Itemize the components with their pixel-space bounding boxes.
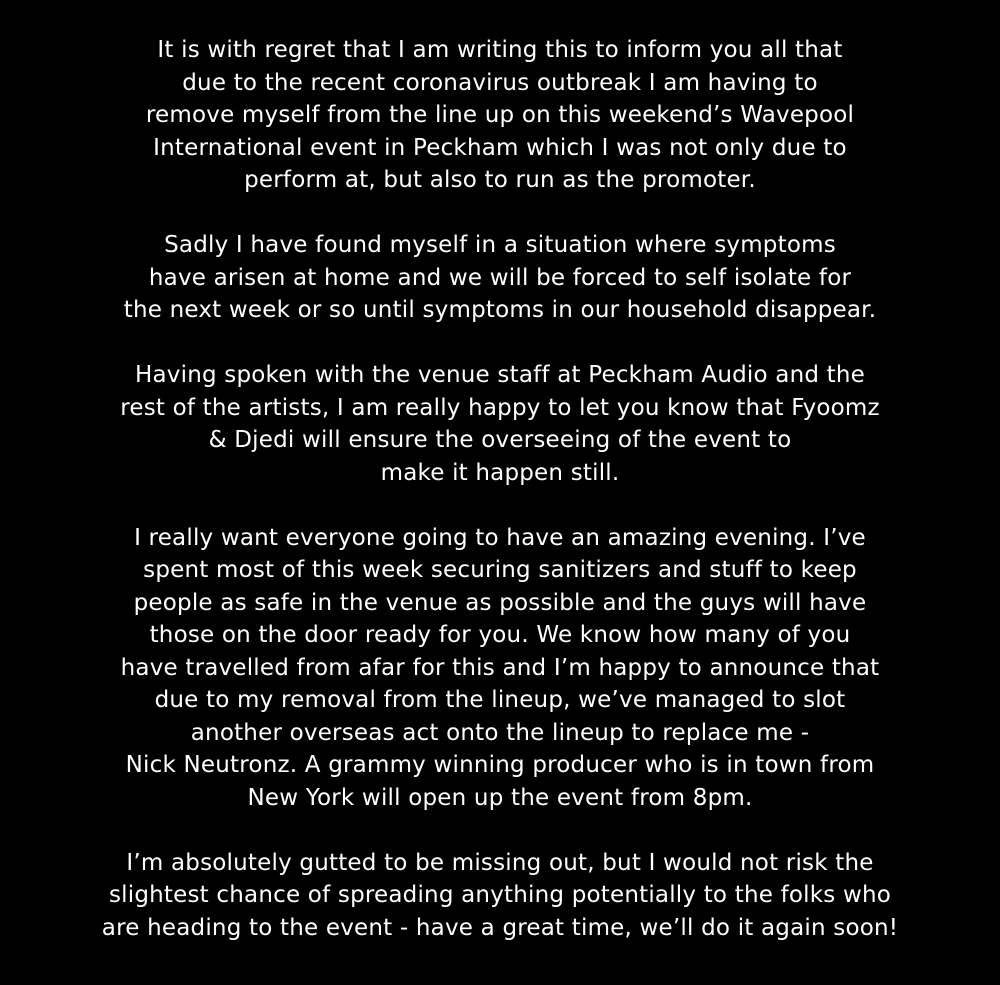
paragraph-cancellation: [0, 34, 1000, 197]
text-line: perform at, but also to run as the promoter.: [244, 167, 756, 193]
text-line: those on the door ready for you. We know how many of you: [149, 622, 851, 648]
text-line: I’m absolutely gutted to be missing out, but I would not risk the: [126, 849, 874, 876]
text-line: International event in Peckham which I was not only due to: [153, 134, 847, 161]
text-line: slightest chance of spreading anything potentially to the folks who: [108, 882, 892, 908]
text-line: spent most of this week securing sanitizers and stuff to keep: [143, 557, 857, 583]
text-line: & Djedi will ensure the overseeing of the event to: [208, 427, 792, 453]
text-line: New York will open up the event from 8pm.: [247, 784, 753, 811]
text-line: rest of the artists, I am really happy to let you know that Fyoomz: [120, 394, 880, 421]
paragraph-venue: [0, 359, 1000, 489]
text-line: people as safe in the venue as possible and the guys will have: [133, 589, 867, 616]
text-line: have arisen at home and we will be forced to self isolate for: [148, 264, 852, 291]
text-line: due to the recent coronavirus outbreak I am having to: [182, 69, 818, 96]
text-line: It is with regret that I am writing this to inform you all that: [157, 37, 843, 63]
text-line: another overseas act onto the lineup to replace me -: [190, 719, 810, 746]
text-line: make it happen still.: [380, 459, 620, 486]
text-line: the next week or so until symptoms in our household disappear.: [123, 297, 877, 323]
announcement-statement: [0, 34, 1000, 977]
text-line: Having spoken with the venue staff at Peckham Audio and the: [135, 362, 865, 388]
text-line: Nick Neutronz. A grammy winning producer who is in town from: [125, 752, 875, 778]
text-line: are heading to the event - have a great time, we’ll do it again soon!: [101, 914, 899, 941]
paragraph-symptoms: [0, 229, 1000, 327]
paragraph-evening: [0, 522, 1000, 815]
text-line: have travelled from afar for this and I’m happy to announce that: [120, 654, 880, 681]
text-line: due to my removal from the lineup, we’ve managed to slot: [154, 687, 846, 713]
text-line: Sadly I have found myself in a situation where symptoms: [164, 232, 836, 258]
text-line: remove myself from the line up on this weekend’s Wavepool: [145, 102, 855, 128]
paragraph-closing: [0, 847, 1000, 945]
text-line: I really want everyone going to have an amazing evening. I’ve: [134, 524, 866, 551]
